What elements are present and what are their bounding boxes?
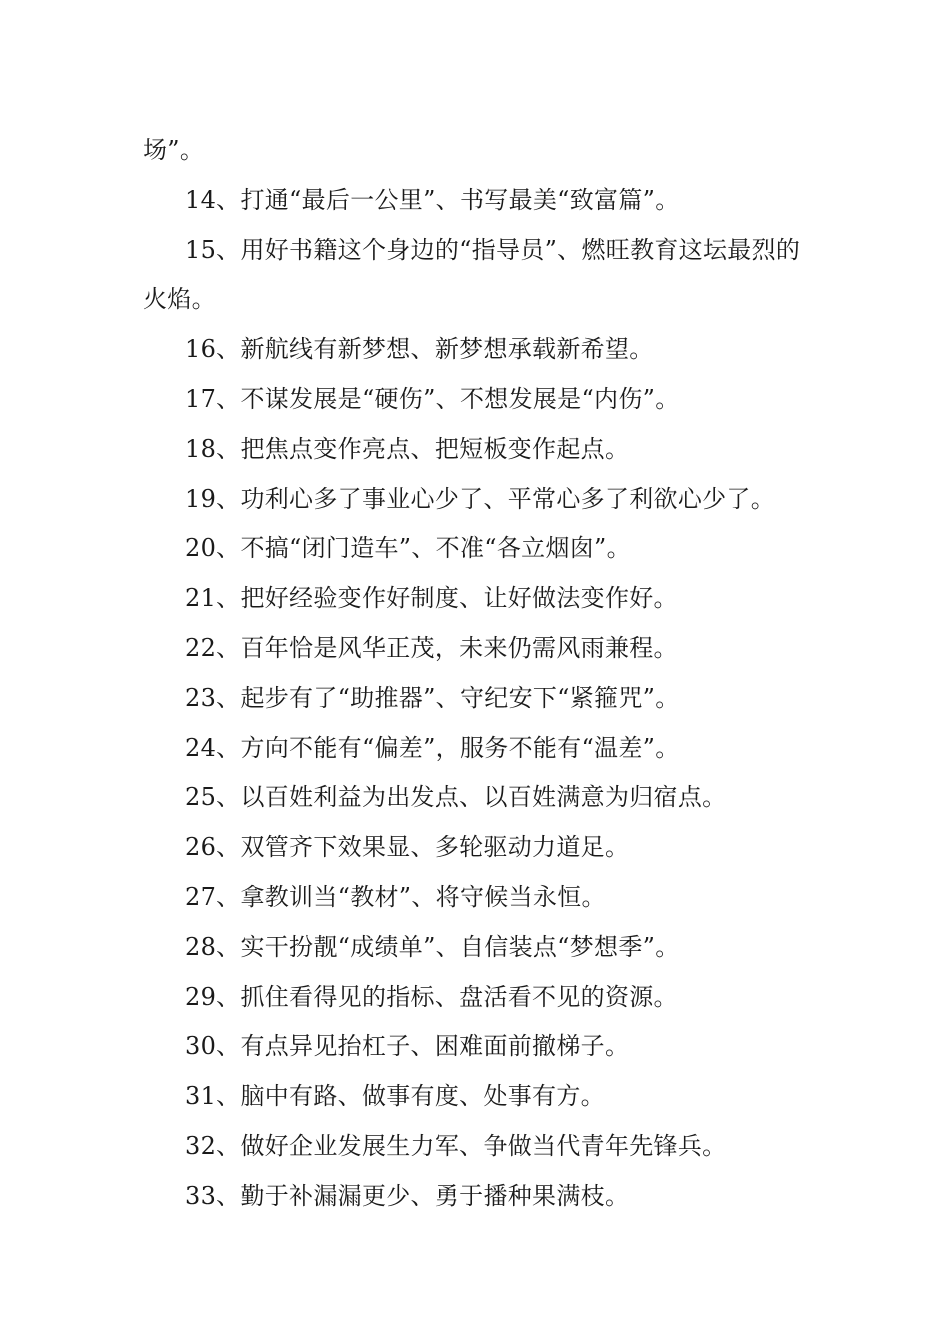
document-body <box>143 126 813 1222</box>
list-item-23: 23、起步有了“助推器”、守纪安下“紧箍咒”。 <box>185 683 680 712</box>
list-item-31: 31、脑中有路、做事有度、处事有方。 <box>185 1082 605 1111</box>
list-item-15: 15、用好书籍这个身边的“指导员”、燃旺教育这坛最烈的火焰。 <box>143 235 801 314</box>
list-item-18: 18、把焦点变作亮点、把短板变作起点。 <box>185 434 630 463</box>
list-item-28: 28、实干扮靓“成绩单”、自信装点“梦想季”。 <box>185 932 680 961</box>
list-item-33: 33、勤于补漏漏更少、勇于播种果满枝。 <box>185 1181 630 1210</box>
list-item-25: 25、以百姓利益为出发点、以百姓满意为归宿点。 <box>185 783 727 812</box>
list-item-26: 26、双管齐下效果显、多轮驱动力道足。 <box>185 833 630 862</box>
list-item-19: 19、功利心多了事业心少了、平常心多了利欲心少了。 <box>185 484 776 513</box>
list-item-21: 21、把好经验变作好制度、让好做法变作好。 <box>185 584 678 613</box>
list-item-27: 27、拿教训当“教材”、将守候当永恒。 <box>185 882 606 911</box>
list-item-32: 32、做好企业发展生力军、争做当代青年先锋兵。 <box>185 1131 727 1160</box>
list-item-16: 16、新航线有新梦想、新梦想承载新希望。 <box>185 335 654 364</box>
list-item-22: 22、百年恰是风华正茂，未来仍需风雨兼程。 <box>185 633 678 662</box>
list-item-24: 24、方向不能有“偏差”，服务不能有“温差”。 <box>185 733 680 762</box>
list-item-20: 20、不搞“闭门造车”、不准“各立烟囱”。 <box>185 534 631 563</box>
list-item-14: 14、打通“最后一公里”、书写最美“致富篇”。 <box>185 185 680 214</box>
list-item-17: 17、不谋发展是“硬伤”、不想发展是“内伤”。 <box>185 384 680 413</box>
paragraph-continuation: 场”。 <box>143 136 205 164</box>
list-item-30: 30、有点异见抬杠子、困难面前撤梯子。 <box>185 1032 630 1061</box>
list-item-29: 29、抓住看得见的指标、盘活看不见的资源。 <box>185 982 678 1011</box>
